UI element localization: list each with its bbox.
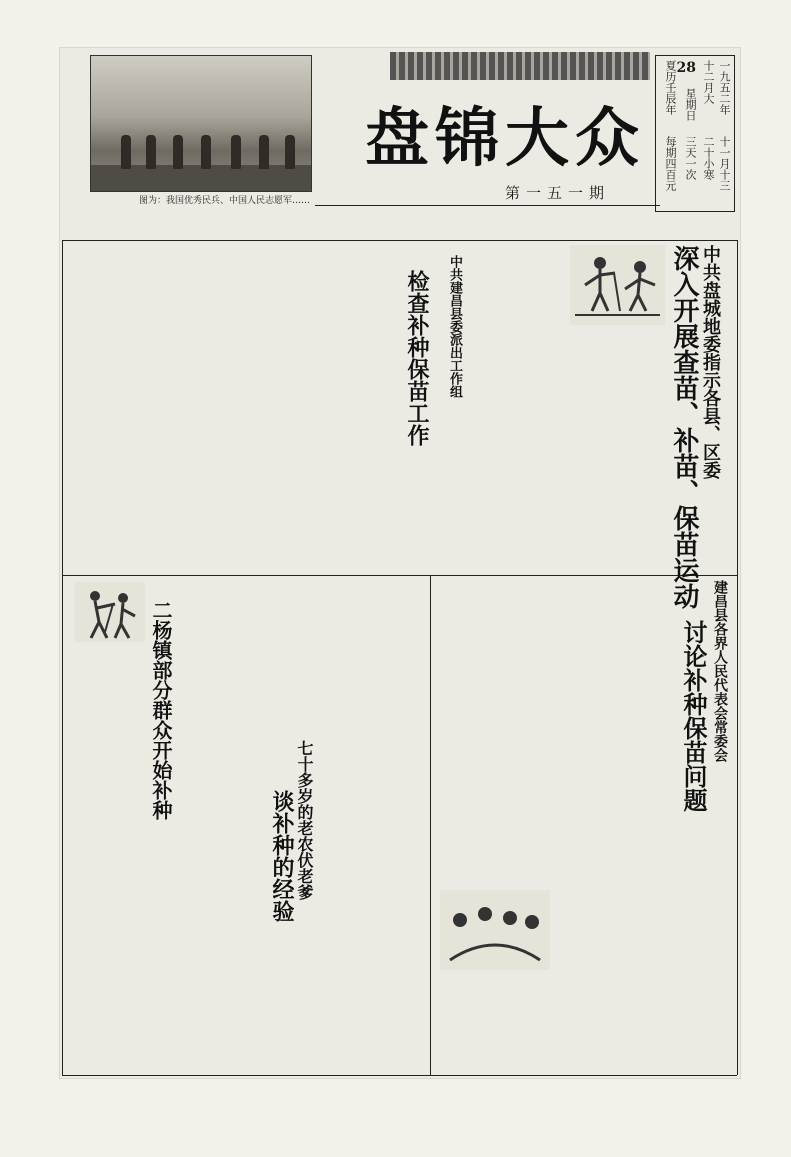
elder-body xyxy=(320,740,425,1070)
inspect-headline-b: 检查补种保苗工作 xyxy=(404,270,430,446)
lead-headline-a: 中共盘城地委指示各县、区委 xyxy=(700,245,721,479)
lunar-month: 十一月十三 xyxy=(718,136,731,191)
frame-middle-rule xyxy=(62,575,737,576)
lead-body-col-1 xyxy=(575,330,665,570)
issue-number: 第一五一期 xyxy=(505,184,611,202)
discuss-body-b xyxy=(440,580,585,880)
frequency: 三天一次 xyxy=(684,136,697,180)
elder-headline-b: 谈补种的经验 xyxy=(269,790,295,922)
two-villages-headline: 二杨镇部分群众开始补种 xyxy=(149,600,173,820)
masthead-title: 盘锦大众 xyxy=(365,101,645,176)
lunar-year: 夏历壬辰年 xyxy=(664,60,677,115)
inspect-body xyxy=(240,250,395,570)
elder-headline-a: 七十多岁的老农伏老爹 xyxy=(295,740,314,900)
date-box xyxy=(655,55,735,212)
inspect-headline-a: 中共建昌县委派出工作组 xyxy=(447,255,462,398)
column-divider xyxy=(430,575,431,1075)
solar-term: 二十小寒 xyxy=(702,136,715,180)
lead-body-col-2 xyxy=(470,245,565,570)
date-weekday: 星期日 xyxy=(684,88,697,121)
front-page-photo xyxy=(90,55,312,192)
farmers-illustration xyxy=(570,245,665,325)
lead-headline-b: 深入开展查苗、补苗、保苗运动 xyxy=(669,245,699,609)
date-year: 一九五二年 xyxy=(718,60,731,115)
hoeing-illustration xyxy=(75,582,145,642)
frame-left-rule xyxy=(62,240,63,1075)
two-villages-body-a xyxy=(70,650,145,1070)
date-day: 28 xyxy=(676,60,696,76)
two-villages-body-b xyxy=(180,580,425,730)
discuss-headline: 讨论补种保苗问题 xyxy=(679,620,708,812)
discuss-body-c xyxy=(555,890,585,1070)
frame-top-rule xyxy=(62,240,737,241)
photo-caption: 图为：我国优秀民兵、中国人民志愿军…… xyxy=(138,196,310,206)
date-month: 十二月大 xyxy=(702,60,715,104)
masthead-ornament xyxy=(390,52,650,80)
price: 每期四百元 xyxy=(664,136,677,191)
meeting-illustration xyxy=(440,890,550,970)
discuss-body-a xyxy=(590,580,675,1070)
frame-bottom-rule xyxy=(62,1075,737,1076)
frame-right-rule xyxy=(737,240,738,1075)
two-villages-body-c xyxy=(180,740,270,1070)
discuss-subhead: 建昌县各界人民代表会常委会 xyxy=(712,580,728,762)
lead-continuation xyxy=(70,250,230,570)
